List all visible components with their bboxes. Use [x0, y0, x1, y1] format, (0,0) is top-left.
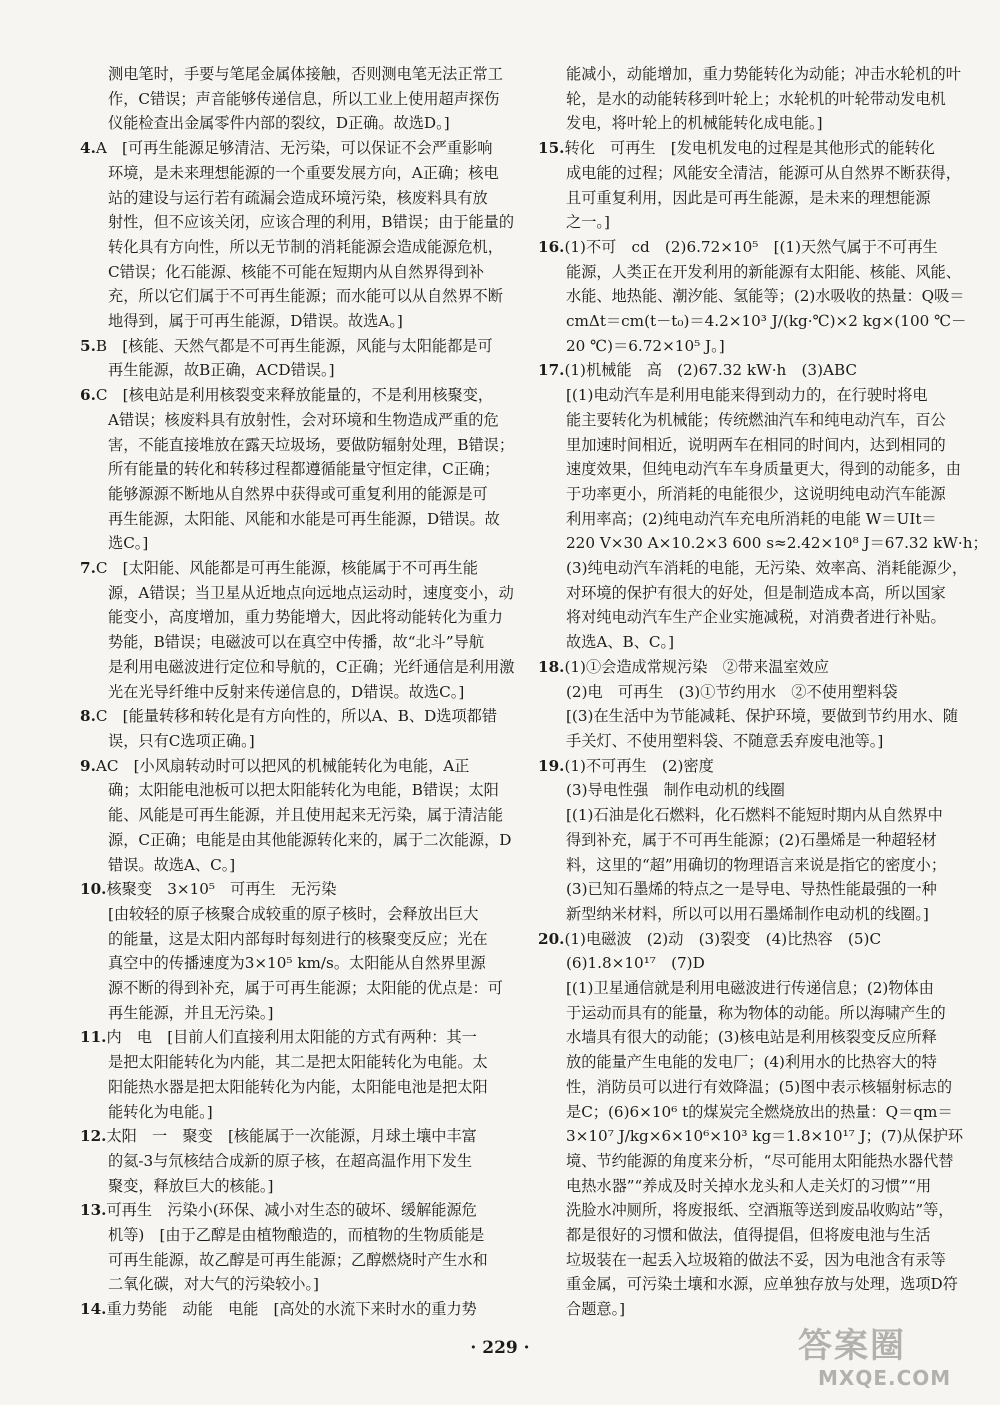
answer-text: 是C；(6)6×10⁶ t的煤炭完全燃烧放出的热量：Q＝qm＝ [566, 1102, 953, 1121]
answer-text: (6)1.8×10¹⁷ (7)D [566, 954, 705, 973]
answer-text: 站的建设与运行若有疏漏会造成环境污染，核废料具有放 [108, 188, 488, 207]
answer-line [538, 877, 943, 902]
answer-text: 确；太阳能电池板可以把太阳能转化为电能，B错误；太阳 [108, 781, 499, 800]
answer-line [80, 309, 520, 334]
answer-text: 境、节约能源的角度来分析，“尽可能用太阳能热水器代替 [566, 1151, 954, 1170]
answer-text: 的氦-3与氘核结合成新的原子核，在超高温作用下发生 [108, 1151, 473, 1170]
answer-line [538, 1198, 954, 1223]
answer-line [80, 1025, 520, 1050]
right-column [538, 62, 988, 1322]
answer-text: 放的能量产生电能的发电厂；(4)利用水的比热容大的特 [566, 1053, 937, 1072]
answer-line [538, 556, 968, 581]
answer-entry-q9 [80, 754, 520, 878]
answer-line [80, 1223, 520, 1248]
answer-text: 环境，是未来理想能源的一个重要发展方向，A正确；核电 [108, 163, 499, 182]
answer-entry-q18 [538, 655, 958, 754]
question-number: 18. [538, 657, 565, 676]
answer-entry-q17 [538, 358, 988, 654]
answer-line [80, 1174, 520, 1199]
answer-text: 内 电 [目前人们直接利用太阳能的方式有两种：其一 [106, 1028, 477, 1047]
answer-text: 之一。] [566, 213, 610, 232]
answer-text: 于功率更小，所消耗的电能很少，这说明纯电动汽车能源 [566, 484, 946, 503]
answer-line [80, 951, 520, 976]
answer-text: 能够源源不断地从自然界中获得或可重复利用的能源是可 [108, 484, 488, 503]
question-number: 20. [538, 929, 565, 948]
answer-text: 里加速时间相近，说明两车在相同的时间内，达到相同的 [566, 435, 946, 454]
answer-text: 选C。] [108, 534, 149, 553]
answer-line [80, 334, 520, 359]
answer-text: 发电，将叶轮上的机械能转化成电能。] [566, 114, 823, 133]
answer-text: 真空中的传播速度为3×10⁵ km/s。太阳能从自然界里源 [108, 954, 486, 973]
answer-line [80, 161, 520, 186]
answer-text: 错误。故选A、C。] [108, 855, 236, 874]
answer-line [538, 408, 946, 433]
answer-text: 源，C正确；电能是由其他能源转化来的，属于二次能源，D [108, 830, 512, 849]
answer-text: 重金属，可污染土壤和水源，应单独存放与处理，选项D符 [566, 1275, 958, 1294]
answer-text: [(3)在生活中为节能减耗、保护环境，要做到节约用水、随 [566, 707, 958, 726]
answer-line [80, 853, 520, 878]
answer-line [80, 186, 520, 211]
answer-text: 所有能量的转化和转移过程都遵循能量守恒定律，C正确； [108, 460, 500, 479]
answer-text: 误，只有C选项正确。] [108, 731, 255, 750]
answer-line [538, 284, 965, 309]
answer-line [538, 729, 943, 754]
answer-line [538, 457, 961, 482]
answer-text: 3×10⁷ J/kg×6×10⁶×10³ kg＝1.8×10¹⁷ J；(7)从保护环 [566, 1127, 964, 1146]
answer-line [538, 62, 961, 87]
answer-line [80, 111, 520, 136]
answer-text: (3)纯电动汽车消耗的电能，无污染、效率高、消耗能源少， [566, 559, 968, 578]
answer-line [538, 1025, 943, 1050]
answer-line [80, 704, 520, 729]
answer-text: 手关灯、不使用塑料袋、不随意丢弃废电池等。] [566, 731, 884, 750]
answer-line [80, 433, 520, 458]
answer-line [80, 235, 520, 260]
answer-text: 水能、地热能、潮汐能、氢能等；(2)水吸收的热量：Q吸＝ [566, 287, 965, 306]
answer-text: 且可重复利用，因此是可再生能源，是未来的理想能源 [566, 188, 931, 207]
answer-line [538, 902, 943, 927]
answer-text: 测电笔时，手要与笔尾金属体接触，否则测电笔无法正常工 [108, 65, 503, 83]
answer-line [538, 1272, 958, 1297]
question-number: 4. [80, 139, 96, 158]
watermark-logo [780, 1318, 985, 1398]
answer-line [80, 507, 520, 532]
answer-line [538, 260, 961, 285]
answer-text: 是利用电磁波进行定位和导航的，C正确；光纤通信是利用激 [108, 657, 515, 676]
answer-line [538, 334, 943, 359]
answer-line [80, 1297, 520, 1322]
answer-text: A错误；核废料具有放射性，会对环境和生物造成严重的危 [108, 410, 499, 429]
answer-entry-q12 [80, 1124, 520, 1198]
answer-text: 性，消防员可以进行有效降温；(5)图中表示核辐射标志的 [566, 1077, 953, 1096]
answer-text: 轮，是水的动能转移到叶轮上；水轮机的叶轮带动发电机 [566, 89, 946, 108]
answer-line [80, 1272, 520, 1297]
answer-text: AC [小风扇转动时可以把风的机械能转化为电能，A正 [95, 756, 470, 775]
answer-line [80, 1198, 520, 1223]
answer-text: 作，C错误；声音能够传递信息，所以工业上使用超声探伤 [108, 89, 500, 108]
answer-entry-q4 [80, 136, 520, 334]
answer-text: 20 ℃)＝6.72×10⁵ J。] [566, 336, 725, 355]
answer-line [80, 581, 520, 606]
question-number: 5. [80, 336, 96, 355]
answer-text: 光在光导纤维中反射来传递信息的，D错误。故选C。] [108, 682, 465, 701]
answer-line [538, 433, 946, 458]
answer-text: 水墙具有很大的动能；(3)核电站是利用核裂变反应所释 [566, 1028, 937, 1047]
answer-line [80, 655, 520, 680]
answer-text: (3)已知石墨烯的特点之一是导电、导热性能最强的一种 [566, 880, 937, 899]
answer-entry-q15 [538, 136, 961, 235]
answer-line [80, 482, 520, 507]
answer-text: 合题意。] [566, 1300, 626, 1319]
answer-text: [(1)电动汽车是利用电能来得到动力的，在行驶时将电 [566, 386, 928, 405]
answer-line [80, 210, 520, 235]
answer-text: 源，A错误；当卫星从近地点向远地点运动时，速度变小，动 [108, 583, 514, 602]
answer-line [80, 877, 520, 902]
answer-line [538, 853, 947, 878]
answer-line [538, 655, 943, 680]
answer-entry-q14 [80, 1297, 520, 1322]
answer-line [538, 605, 946, 630]
answer-text: 阳能热水器是把太阳能转化为内能，太阳能电池是把太阳 [108, 1077, 488, 1096]
answer-line [538, 754, 943, 779]
answer-text: 势能，B错误；电磁波可以在真空中传播，故“北斗”导航 [108, 633, 485, 652]
answer-text: 料，这里的“超”用确切的物理语言来说是指它的密度小； [566, 855, 947, 874]
answer-text: C [能量转移和转化是有方向性的，所以A、B、D选项都错 [95, 707, 498, 726]
answer-line [80, 358, 520, 383]
answer-line [538, 951, 943, 976]
answer-text: 仪能检查出金属零件内部的裂纹，D正确。故选D。] [108, 114, 450, 133]
answer-line [538, 383, 943, 408]
answer-line [80, 87, 520, 112]
question-number: 13. [80, 1201, 107, 1220]
question-number: 17. [538, 361, 565, 380]
answer-text: 能转化为电能。] [108, 1102, 213, 1121]
answer-text: 垃圾装在一起丢入垃圾箱的做法不妥，因为电池含有汞等 [566, 1250, 946, 1269]
answer-entry-q10 [80, 877, 520, 1025]
answer-text: 源不断的得到补充，属于可再生能源；太阳能的优点是：可 [108, 979, 503, 998]
left-column [80, 62, 520, 1322]
question-number: 9. [80, 756, 96, 775]
answer-text: [由较轻的原子核聚合成较重的原子核时，会释放出巨大 [108, 904, 479, 923]
watermark-main-text: 答案圈 [798, 1326, 906, 1366]
answer-entry-q11 [80, 1025, 520, 1124]
answer-line [80, 605, 520, 630]
answer-line [538, 704, 958, 729]
answer-text: A [可再生能源足够清洁、无污染，可以保证不会严重影响 [95, 139, 493, 158]
question-number: 6. [80, 386, 96, 405]
answer-text: 再生能源，并且无污染。] [108, 1003, 274, 1022]
answer-text: 220 V×30 A×10.2×3 600 s≈2.42×10⁸ J＝67.32 kW·h； [566, 534, 988, 553]
answer-text: 太阳 一 聚变 [核能属于一次能源，月球土壤中丰富 [106, 1127, 477, 1146]
answer-text: (1)电磁波 (2)动 (3)裂变 (4)比热容 (5)C [564, 929, 882, 948]
answer-line [538, 358, 943, 383]
answer-text: 能源，人类正在开发利用的新能源有太阳能、核能、风能、 [566, 262, 961, 281]
answer-text: 电热水器”“养成及时关掉水龙头和人走关灯的习惯”“用 [566, 1176, 932, 1195]
answer-text: (1)①会造成常规污染 ②带来温室效应 [564, 657, 829, 676]
answer-line [80, 136, 520, 161]
answer-line [80, 680, 520, 705]
answer-text: 核聚变 3×10⁵ 可再生 无污染 [106, 880, 337, 899]
answer-entry-q19 [538, 754, 947, 927]
answer-line [538, 1075, 953, 1100]
answer-entry-q13 [80, 1198, 520, 1297]
answer-text: C错误；化石能源、核能不可能在短期内从自然界得到补 [108, 262, 485, 281]
answer-line [538, 778, 943, 803]
answer-text: (3)导电性强 制作电动机的线圈 [566, 781, 785, 800]
answer-entry-cont-3 [80, 62, 520, 136]
answer-entry-q7 [80, 556, 520, 704]
answer-entry-q5 [80, 334, 520, 383]
answer-line [80, 408, 520, 433]
answer-text: 能主要转化为机械能；传统燃油汽车和纯电动汽车，百公 [566, 410, 946, 429]
answer-line [80, 383, 520, 408]
answer-text: 可再生 污染小(环保、减小对生态的破坏、缓解能源危 [106, 1201, 477, 1220]
answer-text: 将对纯电动汽车生产企业实施减税，对消费者进行补贴。 [566, 608, 946, 627]
question-number: 19. [538, 756, 565, 775]
answer-line [538, 1248, 946, 1273]
question-number: 7. [80, 559, 96, 578]
answer-text: 是把太阳能转化为内能，其二是把太阳能转化为电能。太 [108, 1053, 488, 1072]
answer-line [80, 1100, 520, 1125]
page-number: · 229 · [470, 1338, 530, 1358]
answer-line [538, 111, 943, 136]
answer-line [538, 1001, 946, 1026]
answer-text: [(1)卫星通信就是利用电磁波进行传递信息；(2)物体由 [566, 979, 934, 998]
answer-line [80, 556, 520, 581]
answer-entry-q20 [538, 927, 964, 1322]
answer-entry-q16 [538, 235, 967, 359]
answer-line [80, 754, 520, 779]
answer-line [80, 531, 520, 556]
answer-line [80, 1001, 520, 1026]
answer-text: 新型纳米材料，所以可以用石墨烯制作电动机的线圈。] [566, 904, 929, 923]
question-number: 15. [538, 139, 565, 158]
answer-line [80, 457, 520, 482]
answer-line [538, 828, 943, 853]
answer-text: 重力势能 动能 电能 [高处的水流下来时水的重力势 [106, 1300, 477, 1319]
question-number: 12. [80, 1127, 107, 1146]
answer-text: 于运动而具有的能量，称为物体的动能。所以海啸产生的 [566, 1003, 946, 1022]
answer-line [538, 87, 946, 112]
answer-line [80, 1149, 520, 1174]
answer-line [538, 927, 943, 952]
answer-text: 能、风能是可再生能源，并且使用起来无污染，属于清洁能 [108, 806, 503, 825]
answer-line [538, 630, 943, 655]
answer-line [538, 210, 943, 235]
answer-text: 再生能源，太阳能、风能和水能是可再生能源，D错误。故 [108, 509, 500, 528]
answer-entry-cont-14 [538, 62, 961, 136]
answer-text: 再生能源，故B正确，ACD错误。] [108, 361, 335, 380]
answer-line [538, 531, 988, 556]
answer-text: 能减小，动能增加，重力势能转化为动能；冲击水轮机的叶 [566, 65, 961, 83]
question-number: 14. [80, 1300, 107, 1319]
answer-line [538, 136, 943, 161]
watermark-site-text: MXQE.COM [818, 1366, 952, 1390]
answer-line [80, 729, 520, 754]
answer-text: cmΔt＝cm(t－t₀)＝4.2×10³ J/(kg·℃)×2 kg×(100 ℃－ [566, 312, 967, 331]
answer-line [80, 1124, 520, 1149]
answer-line [538, 1050, 943, 1075]
answer-text: 可再生能源，故乙醇是可再生能源；乙醇燃烧时产生水和 [108, 1250, 488, 1269]
question-number: 16. [538, 237, 565, 256]
answer-line [538, 1174, 943, 1199]
answer-line [538, 235, 943, 260]
answer-line [80, 927, 520, 952]
answer-text: C [太阳能、风能都是可再生能源，核能属于不可再生能 [95, 559, 478, 578]
answer-text: (2)电 可再生 (3)①节约用水 ②不使用塑料袋 [566, 682, 898, 701]
answer-line [80, 1248, 520, 1273]
answer-line [538, 482, 946, 507]
answer-text: B [核能、天然气都是不可再生能源，风能与太阳能都是可 [95, 336, 493, 355]
answer-text: (1)不可 cd (2)6.72×10⁵ [(1)天然气属于不可再生 [564, 237, 938, 256]
answer-text: (1)机械能 高 (2)67.32 kW·h (3)ABC [564, 361, 858, 380]
answer-line [80, 630, 520, 655]
answer-text: 机等) [由于乙醇是由植物酿造的，而植物的生物质能是 [108, 1226, 485, 1245]
answer-line [538, 161, 961, 186]
answer-line [80, 1075, 520, 1100]
answer-text: 二氧化碳，对大气的污染较小。] [108, 1275, 319, 1294]
answer-text: 聚变，释放巨大的核能。] [108, 1176, 274, 1195]
answer-text: 利用率高；(2)纯电动汽车充电所消耗的电能 W＝UIt＝ [566, 509, 937, 528]
answer-text: 得到补充，属于不可再生能源；(2)石墨烯是一种超轻材 [566, 830, 937, 849]
answer-text: 转化具有方向性，所以无节制的消耗能源会造成能源危机， [108, 237, 503, 256]
answer-line [538, 507, 943, 532]
answer-line [538, 1100, 953, 1125]
answer-text: 害，不能直接堆放在露天垃圾场，要做防辐射处理，B错误； [108, 435, 515, 454]
answer-line [80, 284, 520, 309]
answer-line [80, 976, 520, 1001]
answer-line [80, 778, 520, 803]
answer-line [538, 803, 943, 828]
answer-line [538, 1223, 943, 1248]
answer-text: 射性，但不应该关闭，应该合理的利用，B错误；由于能量的 [108, 213, 515, 232]
answer-text: C [核电站是利用核裂变来释放能量的，不是利用核聚变， [95, 386, 494, 405]
answer-line [80, 1050, 520, 1075]
answer-line [538, 976, 943, 1001]
answer-text: 地得到，属于可再生能源，D错误。故选A。] [108, 312, 403, 331]
answer-text: (1)不可再生 (2)密度 [564, 756, 714, 775]
answer-line [80, 828, 520, 853]
answer-line [538, 581, 946, 606]
answer-line [80, 803, 520, 828]
answer-line [538, 186, 943, 211]
question-number: 11. [80, 1028, 107, 1047]
answer-line [538, 1124, 964, 1149]
answer-text: 转化 可再生 [发电机发电的过程是其他形式的能转化 [564, 139, 935, 158]
question-number: 8. [80, 707, 96, 726]
answer-entry-q8 [80, 704, 520, 753]
answer-text: 成电能的过程；风能安全清洁，能源可从自然界不断获得， [566, 163, 961, 182]
answer-line [538, 309, 967, 334]
answer-text: 的能量，这是太阳内部每时每刻进行的核聚变反应；光在 [108, 929, 488, 948]
answer-text: [(1)石油是化石燃料，化石燃料不能短时期内从自然界中 [566, 806, 943, 825]
question-number: 10. [80, 880, 107, 899]
answer-text: 对环境的保护有很大的好处，但是制造成本高，所以国家 [566, 583, 946, 602]
answer-text: 速度效果，但纯电动汽车车身质量更大，得到的动能多，由 [566, 460, 961, 479]
answer-text: 洗脸水冲厕所，将废报纸、空酒瓶等送到废品收购站”等， [566, 1201, 954, 1220]
answer-text: 能变小，高度增加，重力势能增大，因此将动能转化为重力 [108, 608, 503, 627]
answer-text: 充，所以它们属于不可再生能源；而水能可以从自然界不断 [108, 287, 503, 306]
answer-line [80, 62, 520, 87]
answer-line [538, 1149, 954, 1174]
answer-text: 都是很好的习惯和做法，值得提倡，但将废电池与生活 [566, 1226, 931, 1245]
answer-entry-q6 [80, 383, 520, 556]
answer-line [538, 680, 943, 705]
answer-line [80, 260, 520, 285]
answer-line [80, 902, 520, 927]
answer-text: 故选A、B、C。] [566, 633, 675, 652]
